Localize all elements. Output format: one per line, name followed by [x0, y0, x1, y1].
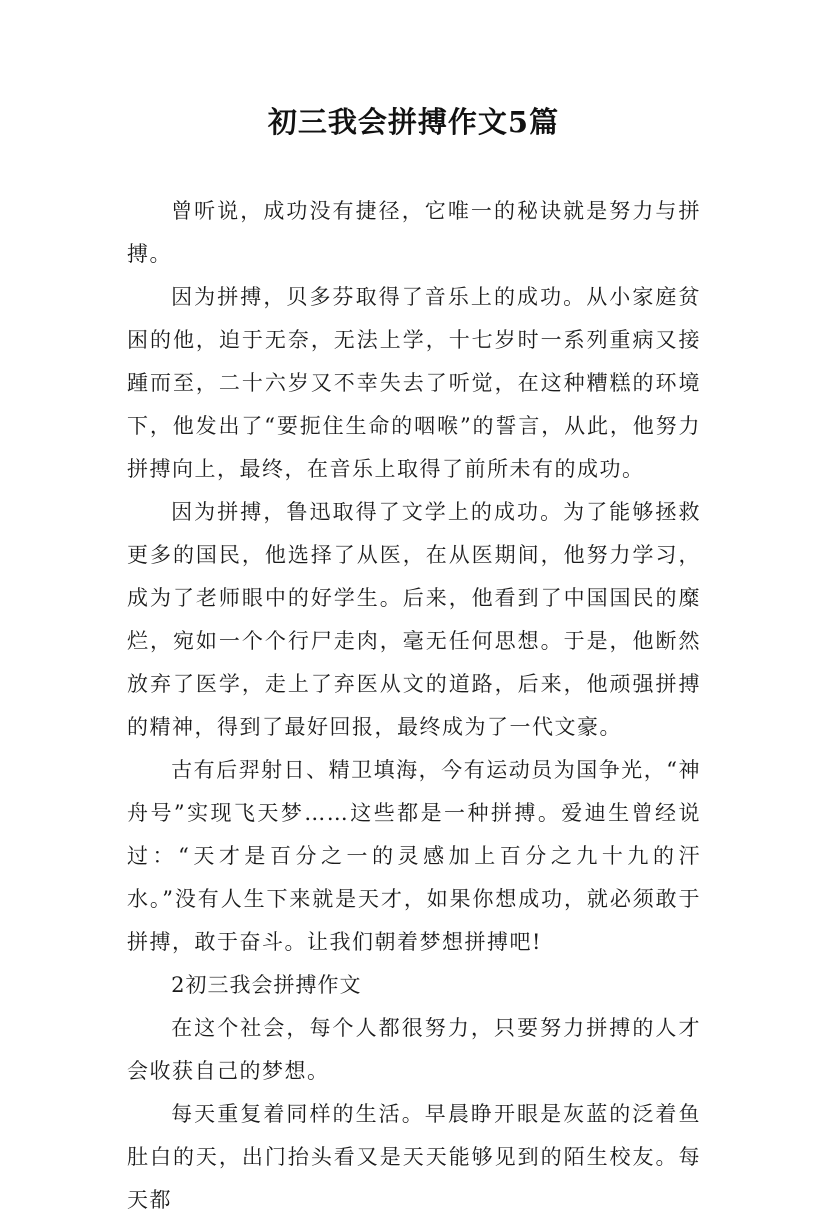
document-body — [127, 190, 701, 1222]
paragraph-2: 因为拼搏，贝多芬取得了音乐上的成功。从小家庭贫困的他，迫于无奈，无法上学，十七岁时一系列重病又接踵而至，二十六岁又不幸失去了听觉，在这种糟糕的环境下，他发出了“要扼住生命的咽喉”的誓言，从此，他努力拼搏向上，最终，在音乐上取得了前所未有的成功。 — [127, 285, 701, 481]
document-title: 初三我会拼搏作文5篇 — [267, 105, 560, 139]
paragraph-3: 因为拼搏，鲁迅取得了文学上的成功。为了能够拯救更多的国民，他选择了从医，在从医期间，他努力学习，成为了老师眼中的好学生。后来，他看到了中国国民的糜烂，宛如一个个行尸走肉，毫无任何思想。于是，他断然放弃了医学，走上了弃医从文的道路，后来，他顽强拼搏的精神，得到了最好回报，最终成为了一代文豪。 — [127, 500, 701, 739]
paragraph-5: 在这个社会，每个人都很努力，只要努力拼搏的人才会收获自己的梦想。 — [127, 1016, 701, 1083]
paragraph-1: 曾听说，成功没有捷径，它唯一的秘诀就是努力与拼搏。 — [127, 199, 701, 266]
paragraph-6: 每天重复着同样的生活。早晨睁开眼是灰蓝的泛着鱼肚白的天，出门抬头看又是天天能够见到的陌生校友。每天都 — [127, 1102, 701, 1212]
paragraph-4: 古有后羿射日、精卫填海，今有运动员为国争光，“神舟号”实现飞天梦……这些都是一种拼搏。爱迪生曾经说过：“天才是百分之一的灵感加上百分之九十九的汗水。”没有人生下来就是天才，如果你想成功，就必须敢于拼搏，敢于奋斗。让我们朝着梦想拼搏吧! — [127, 758, 701, 954]
section-heading-2: 2初三我会拼搏作文 — [171, 973, 362, 997]
